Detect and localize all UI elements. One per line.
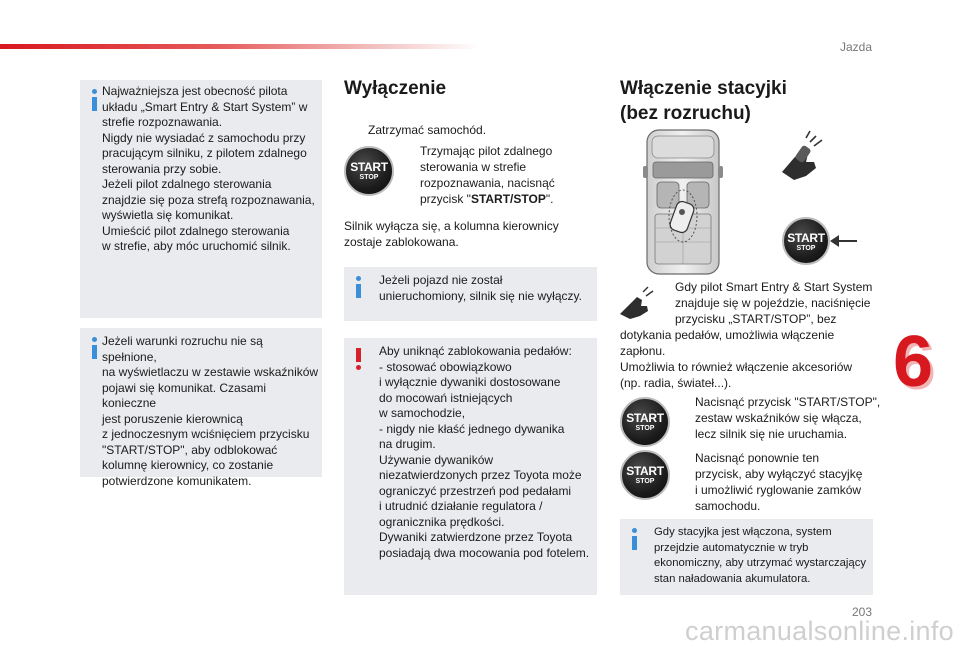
- arrow-left-icon: [830, 233, 858, 249]
- info-icon: [356, 276, 361, 298]
- info-box-smart-entry: [80, 80, 322, 318]
- hand-key-fob-icon: [617, 284, 657, 320]
- info-box-text: Jeżeli warunki rozruchu nie są spełnione, na wyświetlaczu w zestawie wskaźników pojawi się komunikat. Czasami konieczne jest poruszenie kierownicą z jednoczesnym wciśnięciem przycisku "START/STOP", aby odblokować kolumnę kierownicy, co zostanie potwierdzone komunikatem.: [102, 334, 319, 488]
- start-stop-button-icon: START STOP: [344, 146, 394, 196]
- heading-wylaczenie: Wyłączenie: [344, 78, 447, 99]
- warning-box-floor-mats: [344, 338, 597, 595]
- info-icon: [632, 528, 637, 550]
- info-box-text: Gdy stacyjka jest włączona, system przejdzie automatycznie w tryb ekonomiczny, aby utrzymać wystarczający stan naładowania akumulatora.: [654, 526, 866, 585]
- warning-box-text: Aby uniknąć zablokowania pedałów: - stosować obowiązkowo i wyłącznie dywaniki dostosowane do mocowań istniejących w samochodzie, - nigdy nie kłaść jednego dywanika na drugim. Używanie dywaników niezatwierdzonych przez Toyota może ograniczyć przestrzeń pod pedałami i utrudnić działanie regulatora / ogranicznika prędkości. Dywaniki zatwierdzone przez Toyota posiadają dwa mocowania pod fotelem.: [379, 344, 590, 560]
- heading-ignition-on: Włączenie stacyjki (bez rozruchu): [620, 78, 787, 124]
- info-box-start-conditions: [80, 328, 322, 488]
- step-press-ignition-on: Nacisnąć przycisk "START/STOP", zestaw wskaźników się włącza, lecz silnik się nie uruchamia.: [695, 395, 881, 441]
- start-stop-button-icon: START STOP: [620, 397, 670, 447]
- hand-key-fob-icon: [776, 128, 828, 184]
- info-box-economy-mode: [620, 519, 873, 595]
- start-stop-button-icon: START STOP: [782, 217, 830, 265]
- top-accent-bar: [0, 44, 480, 49]
- section-title: Jazda: [839, 40, 872, 54]
- watermark: carmanualsonline.info: [685, 616, 954, 646]
- info-icon: [92, 337, 97, 359]
- info-box-text: Jeżeli pojazd nie został unieruchomiony, silnik się nie wyłączy.: [379, 273, 582, 303]
- step-press-ignition-off: Nacisnąć ponownie ten przycisk, aby wyłączyć stacyjkę i umożliwić ryglowanie zamków samochodu.: [695, 451, 863, 513]
- car-top-view-illustration: [643, 128, 723, 276]
- info-icon: [92, 89, 97, 111]
- start-stop-button-icon: START STOP: [620, 450, 670, 500]
- step-press-start-stop: Trzymając pilot zdalnego sterowania w strefie rozpoznawania, nacisnąć przycisk "START/STOP".: [420, 144, 555, 206]
- page-number: 203: [851, 605, 872, 619]
- smart-entry-paragraph-rest: dotykania pedałów, umożliwia włączenie zapłonu. Umożliwia to również włączenie akcesoriów (np. radia, świateł...).: [620, 328, 853, 390]
- smart-entry-paragraph-indent: Gdy pilot Smart Entry & Start System znajduje się w pojeździe, naciśnięcie przycisku „START/STOP”, bez: [675, 280, 873, 326]
- info-box-not-stopped: [344, 267, 597, 321]
- warning-icon: [356, 348, 361, 370]
- step-stop-car: Zatrzymać samochód.: [368, 123, 487, 137]
- engine-off-paragraph: Silnik wyłącza się, a kolumna kierownicy zostaje zablokowana.: [344, 219, 559, 249]
- info-box-text: Najważniejsza jest obecność pilota układu „Smart Entry & Start System” w strefie rozpoznawania. Nigdy nie wysiadać z samochodu przy pracującym silniku, z pilotem zdalnego sterowania przy sobie. Jeżeli pilot zdalnego sterowania znajdzie się poza strefą rozpoznawania, wyświetla się komunikat. Umieścić pilot zdalnego sterowania w strefie, aby móc uruchomić silnik.: [102, 84, 315, 253]
- chapter-number: 6: [893, 322, 934, 402]
